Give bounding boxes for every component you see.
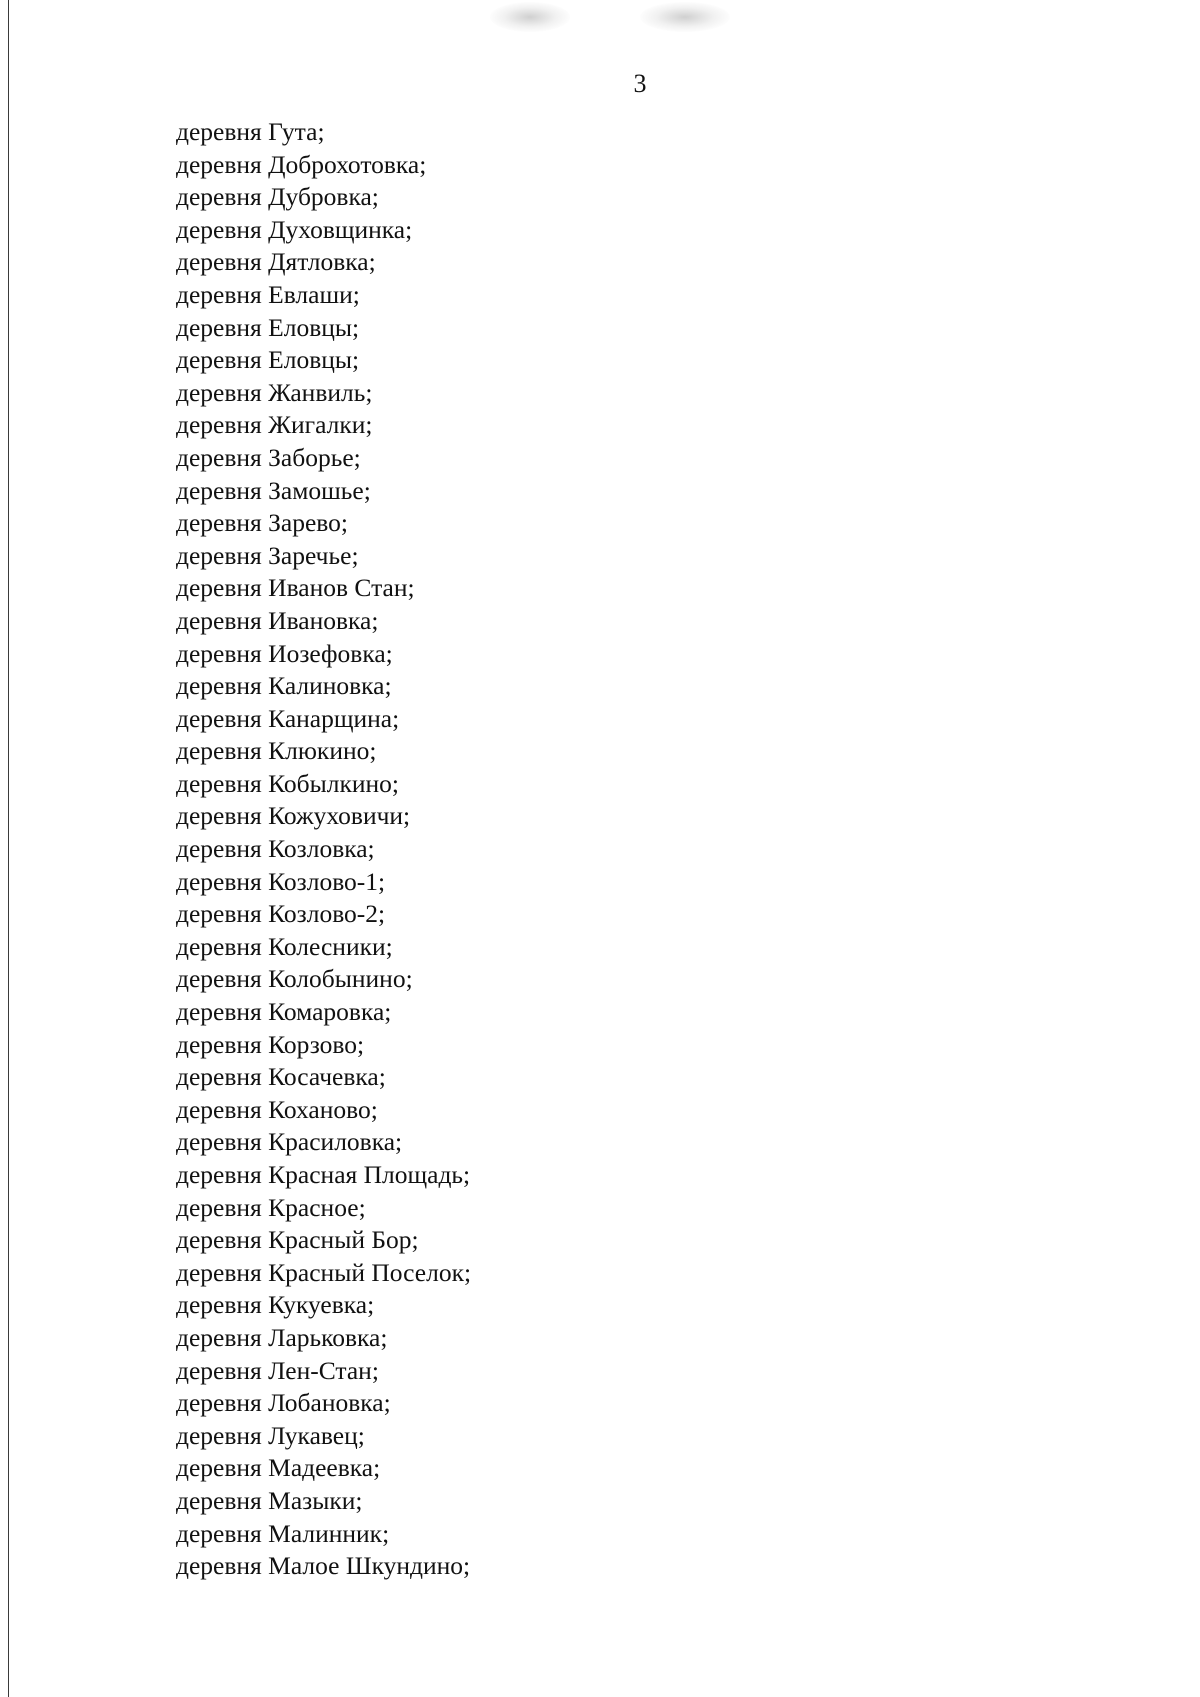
page-number: 3	[633, 69, 647, 98]
list-item: деревня Калиновка;	[176, 671, 392, 701]
list-item: деревня Мадеевка;	[176, 1453, 381, 1483]
list-item: деревня Лен-Стан;	[176, 1355, 379, 1385]
list-item: деревня Гута;	[176, 117, 325, 146]
list-item: деревня Коханово;	[176, 1094, 378, 1124]
scan-smudge	[490, 2, 570, 32]
list-item: деревня Доброхотовка;	[176, 149, 427, 179]
list-item: деревня Козловка;	[176, 834, 375, 864]
list-item: деревня Заборье;	[176, 442, 361, 472]
list-item: деревня Лобановка;	[176, 1388, 391, 1418]
list-item: деревня Кожуховичи;	[176, 801, 411, 831]
list-item: деревня Красная Площадь;	[176, 1160, 471, 1189]
list-item: деревня Еловцы;	[176, 345, 360, 375]
list-item: деревня Зарево;	[176, 508, 349, 538]
list-item: деревня Заречье;	[176, 540, 359, 570]
list-item: деревня Иозефовка;	[176, 638, 393, 668]
list-item: деревня Малинник;	[176, 1518, 390, 1548]
scan-left-edge	[8, 0, 9, 1697]
list-item: деревня Колобынино;	[176, 964, 413, 994]
list-item: деревня Кобылкино;	[176, 768, 399, 798]
list-item: деревня Лукавец;	[176, 1420, 365, 1450]
list-item: деревня Колесники;	[176, 931, 393, 961]
list-item: деревня Малое Шкундино;	[176, 1551, 471, 1581]
list-item: деревня Мазыки;	[176, 1485, 363, 1515]
list-item: деревня Комаровка;	[176, 997, 392, 1027]
list-item: деревня Евлаши;	[176, 279, 360, 309]
list-item: деревня Красный Бор;	[176, 1225, 419, 1255]
list-item: деревня Красиловка;	[176, 1127, 403, 1157]
list-item: деревня Клюкино;	[176, 736, 377, 766]
list-item: деревня Красное;	[176, 1192, 366, 1222]
list-item: деревня Канарщина;	[176, 703, 400, 733]
list-item: деревня Жанвиль;	[176, 377, 373, 407]
list-item: деревня Ларьковка;	[176, 1322, 388, 1352]
list-item: деревня Корзово;	[176, 1029, 365, 1059]
list-item: деревня Косачевка;	[176, 1062, 386, 1092]
list-item: деревня Дубровка;	[176, 182, 379, 212]
list-item: деревня Красный Поселок;	[176, 1257, 472, 1287]
settlement-list	[176, 116, 471, 1583]
scan-smudge	[640, 2, 730, 32]
list-item: деревня Еловцы;	[176, 312, 360, 342]
list-item: деревня Дятловка;	[176, 247, 376, 277]
list-item: деревня Жигалки;	[176, 410, 373, 440]
list-item: деревня Замошье;	[176, 475, 371, 505]
list-item: деревня Духовщинка;	[176, 214, 413, 244]
list-item: деревня Козлово-1;	[176, 866, 386, 896]
list-item: деревня Иванов Стан;	[176, 573, 415, 603]
list-item: деревня Кукуевка;	[176, 1290, 375, 1320]
list-item: деревня Козлово-2;	[176, 899, 386, 929]
list-item: деревня Ивановка;	[176, 605, 379, 635]
